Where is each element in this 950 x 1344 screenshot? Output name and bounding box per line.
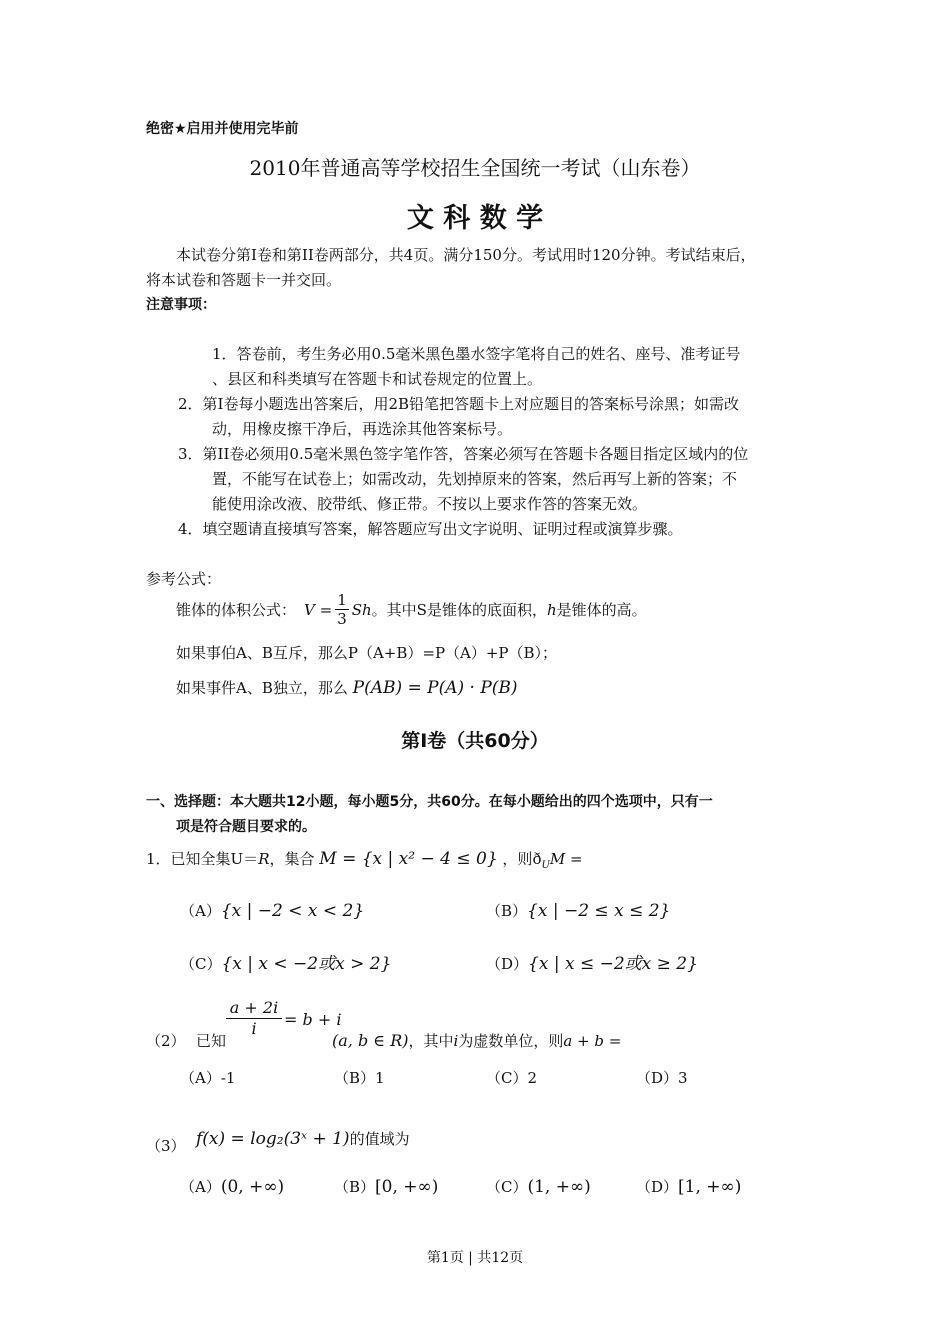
q3-text: 的值域为	[349, 1130, 410, 1148]
q3-d-text: [1, +∞)	[678, 1177, 742, 1197]
q1-option-b[interactable]	[486, 900, 670, 921]
q3-c-label: （C）	[486, 1178, 528, 1196]
cone-rhs: Sh	[351, 600, 372, 619]
q3-b-text: [0, +∞)	[375, 1177, 439, 1197]
notice-item-1b: 、县区和科类填写在答题卡和试卷规定的位置上。	[212, 370, 543, 388]
q1-a-label: （A）	[180, 902, 221, 920]
q1-r: R	[258, 850, 270, 868]
cone-lhs: V =	[304, 600, 333, 619]
q1-prefix: 1．已知全集U＝	[146, 850, 259, 868]
q2-cond-line	[332, 1030, 621, 1051]
q1-a-text: {x | −2 < x < 2}	[220, 901, 365, 921]
q1-d-label: （D）	[486, 955, 529, 973]
formula-heading: 参考公式：	[146, 570, 222, 588]
q2-known: 已知	[196, 1032, 227, 1050]
indep-prefix: 如果事件A、B独立，那么	[176, 679, 348, 697]
fraction-denominator: 3	[337, 610, 347, 628]
cone-suffix-b: 是锥体的高。	[556, 601, 647, 619]
intro-line-1: 本试卷分第I卷和第II卷两部分，共4页。满分150分。考试用时120分钟。考试结束后，	[176, 246, 756, 264]
notice-item-4: 4．填空题请直接填写答案，解答题应写出文字说明、证明过程或演算步骤。	[178, 520, 683, 538]
q3-c-text: (1, +∞)	[527, 1177, 591, 1197]
exam-title: 2010年普通高等学校招生全国统一考试（山东卷）	[249, 156, 701, 180]
notice-item-2b: 动，用橡皮擦干净后，再选涂其他答案标号。	[212, 420, 513, 438]
notice-item-3c: 能使用涂改液、胶带纸、修正带。不按以上要求作答的答案无效。	[212, 495, 648, 513]
cone-prefix: 锥体的体积公式：	[176, 601, 297, 619]
q1-set: M = {x | x² − 4 ≤ 0}	[319, 849, 498, 869]
one-third-fraction	[335, 591, 349, 628]
q1-c-label: （C）	[180, 955, 222, 973]
indep-formula: P(AB) = P(A) · P(B)	[352, 678, 518, 698]
q1-b-label: （B）	[486, 902, 528, 920]
q3-option-d[interactable]	[636, 1176, 741, 1197]
q2-i: i	[453, 1032, 459, 1050]
section-intro-a: 一、选择题：本大题共12小题，每小题5分，共60分。在每小题给出的四个选项中，只有一	[146, 794, 713, 810]
notice-item-1a: 1．答卷前，考生务必用0.5毫米黑色墨水签字笔将自己的姓名、座号、准考证号	[212, 345, 741, 363]
q2-text-b: 为虚数单位，则	[458, 1032, 564, 1050]
q3-a-label: （A）	[180, 1178, 221, 1196]
intro-line-2: 将本试卷和答题卡一并交回。	[146, 271, 342, 289]
q3-option-c[interactable]	[486, 1176, 591, 1197]
q3-formula: f(x) = log₂(3ˣ + 1)	[196, 1129, 350, 1149]
q2-fraction	[226, 998, 282, 1039]
q1-option-c[interactable]	[180, 949, 391, 974]
q3-d-label: （D）	[636, 1178, 679, 1196]
subject-title: 文 科 数 学	[406, 203, 544, 234]
q3-a-text: (0, +∞)	[220, 1177, 285, 1197]
section-intro-b: 项是符合题目要求的。	[176, 819, 316, 835]
q1-then: ，则	[502, 850, 533, 868]
q2-frac-num: a + 2i	[226, 998, 282, 1019]
q2-option-d[interactable]: （D）3	[636, 1069, 688, 1087]
part1-title: 第Ⅰ卷（共60分）	[401, 730, 549, 752]
fraction-numerator: 1	[337, 591, 347, 609]
indep-line	[176, 677, 518, 698]
q3-option-b[interactable]	[334, 1176, 438, 1197]
cone-h: h	[546, 600, 557, 619]
q2-text-a: ，其中	[408, 1032, 454, 1050]
q1-mid: ，集合	[269, 850, 315, 868]
q2-option-b[interactable]: （B）1	[334, 1069, 385, 1087]
q1-b-text: {x | −2 ≤ x ≤ 2}	[527, 901, 671, 921]
q2-option-a[interactable]: （A）-1	[180, 1069, 236, 1087]
notice-item-3a: 3．第II卷必须用0.5毫米黑色签字笔作答，答案必须写在答题卡各题目指定区域内的位	[178, 445, 749, 463]
q1-sub: U	[541, 860, 550, 871]
cone-suffix-a: 。其中S是锥体的底面积，	[371, 601, 547, 619]
q2-num: （2）	[146, 1032, 186, 1050]
q1-d-text: {x | x ≤ −2或x ≥ 2}	[528, 954, 698, 974]
q1-stem	[146, 848, 583, 871]
cone-formula-line	[176, 591, 647, 628]
q3-b-label: （B）	[334, 1178, 376, 1196]
q1-complement: ð	[532, 850, 542, 868]
q1-option-a[interactable]	[180, 900, 364, 921]
q2-frac-den: i	[251, 1019, 257, 1038]
mutex-line: 如果事伯A、B互斥，那么P（A+B）=P（A）+P（B）；	[176, 644, 558, 662]
q3-stem	[196, 1128, 410, 1149]
q2-option-c[interactable]: （C）2	[486, 1069, 538, 1087]
notice-item-2a: 2．第I卷每小题选出答案后，用2B铅笔把答题卡上对应题目的答案标号涂黑；如需改	[178, 395, 740, 413]
q1-tail: M =	[549, 850, 583, 868]
q2-eq: = b + i	[284, 1010, 342, 1029]
notice-item-3b: 置，不能写在试卷上；如需改动，先划掉原来的答案，然后再写上新的答案；不	[212, 470, 738, 488]
secret-label: 绝密★启用并使用完毕前	[146, 121, 299, 137]
q1-c-text: {x | x < −2或x > 2}	[221, 954, 392, 974]
notice-heading: 注意事项：	[146, 297, 216, 313]
page-footer: 第1页 | 共12页	[426, 1250, 524, 1266]
q2-ask: a + b =	[563, 1032, 622, 1050]
q3-num: （3）	[146, 1137, 186, 1155]
q1-option-d[interactable]	[486, 949, 698, 974]
q3-option-a[interactable]	[180, 1176, 284, 1197]
q2-cond: (a, b ∈ R)	[332, 1031, 409, 1050]
